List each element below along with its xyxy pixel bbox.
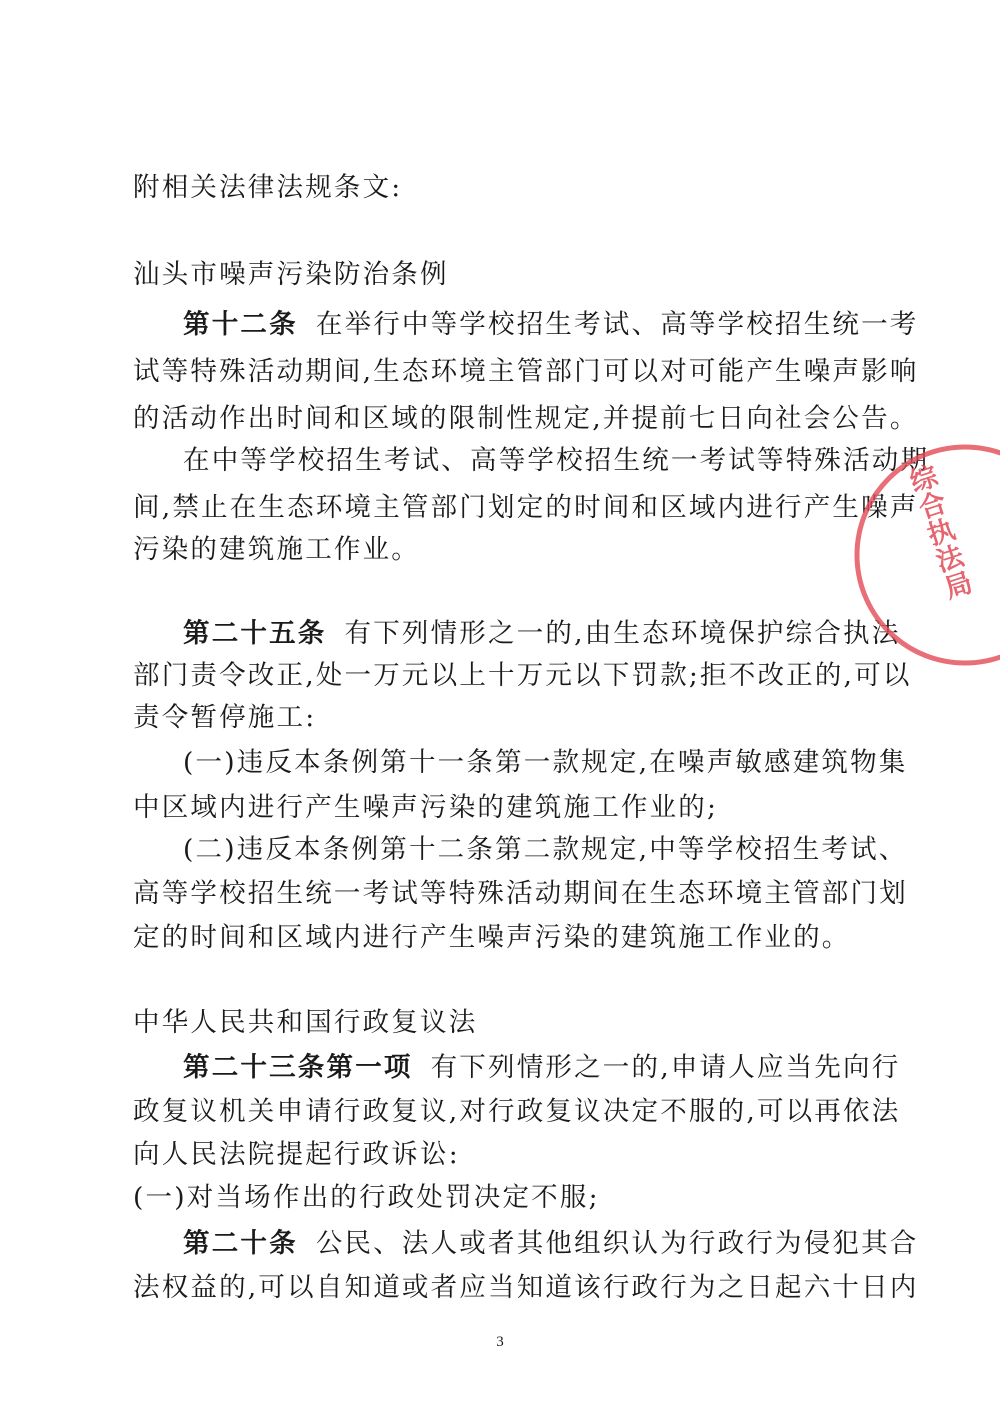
article-25-line-3: 责令暂停施工: — [133, 702, 317, 733]
article-25-line-1 — [183, 614, 901, 654]
article-12-label: 第十二条 — [183, 309, 298, 340]
article-12-line-1 — [183, 305, 919, 345]
article-12-line-2: 试等特殊活动期间,生态环境主管部门可以对可能产生噪声影响 — [133, 356, 919, 387]
article-25-item2-line-1: (二)违反本条例第十二条第二款规定,中等学校招生考试、 — [183, 834, 908, 865]
article-20-line-2: 法权益的,可以自知道或者应当知道该行政行为之日起六十日内 — [133, 1272, 919, 1303]
article-25-label: 第二十五条 — [183, 618, 327, 649]
article-20-line-1 — [183, 1224, 919, 1264]
official-seal-text: 综合执法局 — [901, 461, 975, 604]
article-25-text-1: 有下列情形之一的,由生态环境保护综合执法 — [344, 618, 901, 649]
article-12-para2-line-2: 间,禁止在生态环境主管部门划定的时间和区域内进行产生噪声 — [133, 492, 919, 523]
article-12-line-3: 的活动作出时间和区域的限制性规定,并提前七日向社会公告。 — [133, 403, 919, 434]
article-23-text-1: 有下列情形之一的,申请人应当先向行 — [430, 1052, 901, 1083]
article-23-item-1: (一)对当场作出的行政处罚决定不服; — [133, 1182, 600, 1213]
article-25-line-2: 部门责令改正,处一万元以上十万元以下罚款;拒不改正的,可以 — [133, 660, 912, 691]
article-20-text-1: 公民、法人或者其他组织认为行政行为侵犯其合 — [315, 1228, 919, 1259]
article-23-label: 第二十三条第一项 — [183, 1052, 413, 1083]
article-25-item1-line-1: (一)违反本条例第十一条第一款规定,在噪声敏感建筑物集 — [183, 747, 908, 778]
article-12-para2-line-1: 在中等学校招生考试、高等学校招生统一考试等特殊活动期 — [183, 445, 930, 476]
page-number: 3 — [496, 1334, 504, 1350]
article-25-item1-line-2: 中区域内进行产生噪声污染的建筑施工作业的; — [133, 792, 719, 823]
article-23-line-3: 向人民法院提起行政诉讼: — [133, 1139, 460, 1170]
appendix-heading: 附相关法律法规条文: — [133, 172, 403, 203]
article-23-line-2: 政复议机关申请行政复议,对行政复议决定不服的,可以再依法 — [133, 1096, 901, 1127]
law-title-noise-regulation: 汕头市噪声污染防治条例 — [133, 259, 449, 290]
article-12-text-1: 在举行中等学校招生考试、高等学校招生统一考 — [315, 309, 919, 340]
article-25-item2-line-2: 高等学校招生统一考试等特殊活动期间在生态环境主管部门划 — [133, 878, 908, 909]
law-title-administrative-review: 中华人民共和国行政复议法 — [133, 1007, 478, 1038]
article-25-item2-line-3: 定的时间和区域内进行产生噪声污染的建筑施工作业的。 — [133, 922, 851, 953]
article-23-line-1 — [183, 1048, 901, 1088]
article-12-para2-line-3: 污染的建筑施工作业。 — [133, 534, 420, 565]
article-20-label: 第二十条 — [183, 1228, 298, 1259]
